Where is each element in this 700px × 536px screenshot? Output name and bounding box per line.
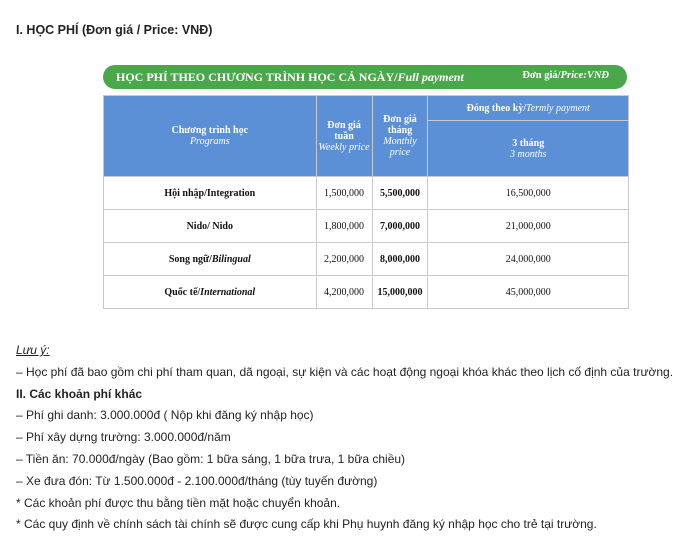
section1-title: I. HỌC PHÍ (Đơn giá / Price: VNĐ) [16,23,213,37]
monthly-cell: 5,500,000 [372,177,428,210]
notes-section [16,340,696,536]
col-program-header: Chương trình học Programs [104,96,317,177]
monthly-cell: 15,000,000 [372,276,428,309]
three-months-cell: 24,000,000 [428,243,629,276]
program-cell: Nido/ Nido [104,210,317,243]
col-monthly-header: Đơn giá tháng Monthly price [372,96,428,177]
table-row [104,243,629,276]
fee-item: – Phí xây dựng trường: 3.000.000đ/năm [16,430,231,445]
weekly-cell: 4,200,000 [316,276,372,309]
program-cell: Hội nhập/Integration [104,177,317,210]
col-term-header: Đóng theo kỳ/Termly payment [428,96,629,121]
monthly-cell: 8,000,000 [372,243,428,276]
fee-table [103,95,629,309]
fee-banner [103,65,627,89]
three-months-cell: 16,500,000 [428,177,629,210]
weekly-cell: 1,800,000 [316,210,372,243]
section2-title: II. Các khoản phí khác [16,386,143,401]
banner-title: HỌC PHÍ THEO CHƯƠNG TRÌNH HỌC CẢ NGÀY/Full payment [116,70,464,84]
three-months-cell: 45,000,000 [428,276,629,309]
weekly-cell: 2,200,000 [316,243,372,276]
monthly-cell: 7,000,000 [372,210,428,243]
fee-item: – Xe đưa đón: Từ 1.500.000đ - 2.100.000đ/tháng (tùy tuyến đường) [16,473,378,488]
col-weekly-header: Đơn giá tuần Weekly price [316,96,372,177]
table-row [104,276,629,309]
note-label: Lưu ý: [16,343,50,357]
three-months-cell: 21,000,000 [428,210,629,243]
fee-item: – Tiền ăn: 70.000đ/ngày (Bao gồm: 1 bữa sáng, 1 bữa trưa, 1 bữa chiều) [16,451,406,466]
banner-unit: Đơn giá/Price:VNĐ [522,70,609,81]
note-text: – Học phí đã bao gồm chi phí tham quan, dã ngoại, sự kiện và các hoạt động ngoại khóa khác theo lịch cố định của trường. [16,364,674,379]
table-row [104,177,629,210]
program-cell: Quốc tế/International [104,276,317,309]
col-3months-header: 3 tháng 3 months [428,121,629,177]
weekly-cell: 1,500,000 [316,177,372,210]
table-row [104,210,629,243]
program-cell: Song ngữ/Bilingual [104,243,317,276]
footnote: * Các khoản phí được thu bằng tiền mặt hoặc chuyển khoản. [16,495,341,510]
fee-item: – Phí ghi danh: 3.000.000đ ( Nộp khi đăng ký nhập học) [16,408,314,423]
footnote: * Các quy định về chính sách tài chính sẽ được cung cấp khi Phụ huynh đăng ký nhập học cho trẻ tại trường. [16,517,597,532]
